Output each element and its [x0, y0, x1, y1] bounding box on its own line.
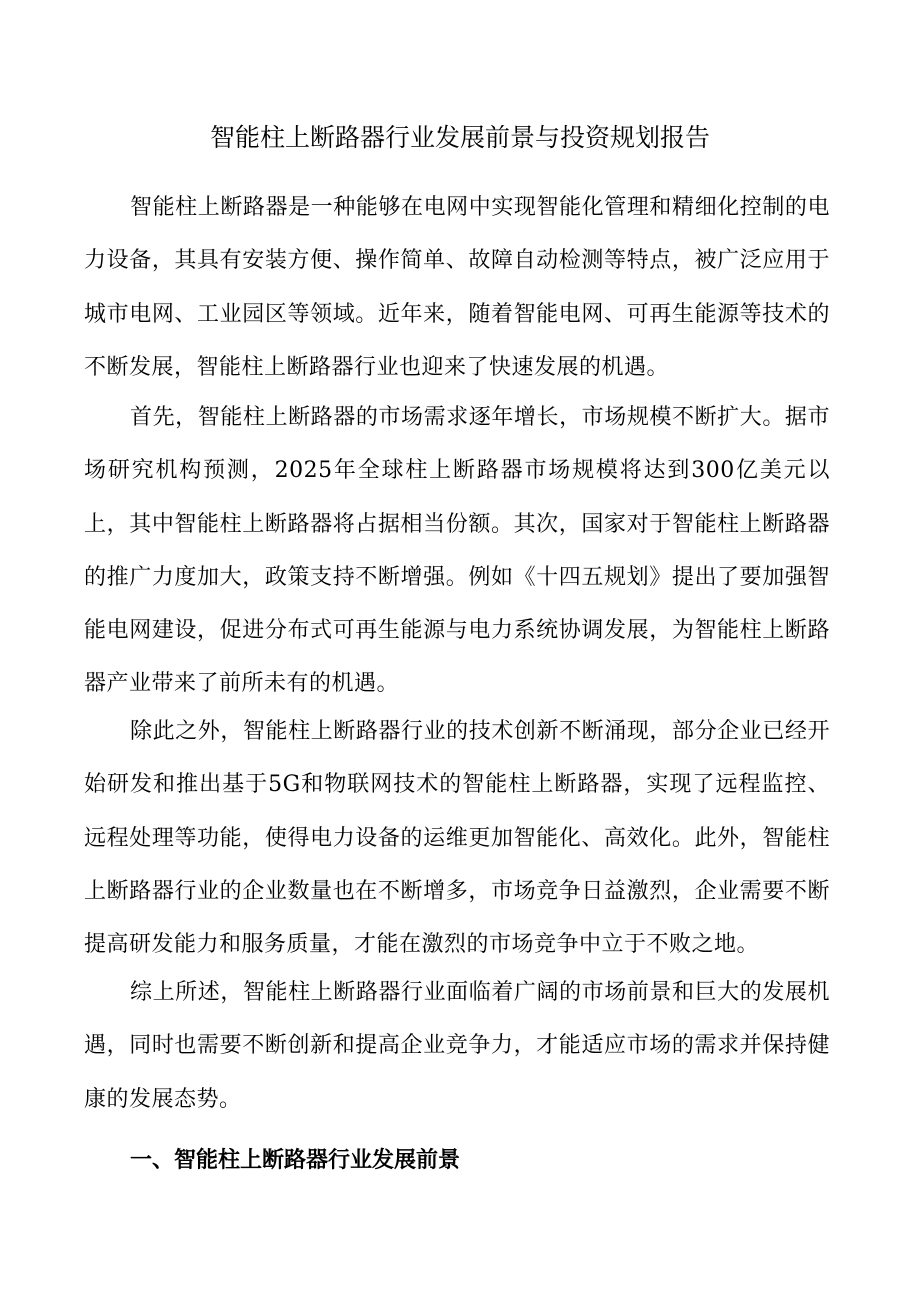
paragraph-market-demand: 首先，智能柱上断路器的市场需求逐年增长，市场规模不断扩大。据市场研究机构预测，2025年全球柱上断路器市场规模将达到300亿美元以上，其中智能柱上断路器将占据相当份额。其次，国家对于智能柱上断路器的推广力度加大，政策支持不断增强。例如《十四五规划》提出了要加强智能电网建设，促进分布式可再生能源与电力系统协调发展，为智能柱上断路器产业带来了前所未有的机遇。 [84, 405, 830, 697]
document-title: 智能柱上断路器行业发展前景与投资规划报告 [209, 123, 710, 152]
paragraph-summary: 综上所述，智能柱上断路器行业面临着广阔的市场前景和巨大的发展机遇，同时也需要不断创新和提高企业竞争力，才能适应市场的需求并保持健康的发展态势。 [84, 980, 830, 1112]
paragraph-technology-innovation: 除此之外，智能柱上断路器行业的技术创新不断涌现，部分企业已经开始研发和推出基于5G和物联网技术的智能柱上断路器，实现了远程监控、远程处理等功能，使得电力设备的运维更加智能化、高效化。此外，智能柱上断路器行业的企业数量也在不断增多，市场竞争日益激烈，企业需要不断提高研发能力和服务质量，才能在激烈的市场竞争中立于不败之地。 [84, 719, 830, 958]
section-heading: 一、智能柱上断路器行业发展前景 [130, 1148, 461, 1173]
paragraph-introduction: 智能柱上断路器是一种能够在电网中实现智能化管理和精细化控制的电力设备，其具有安装方便、操作简单、故障自动检测等特点，被广泛应用于城市电网、工业园区等领域。近年来，随着智能电网、可再生能源等技术的不断发展，智能柱上断路器行业也迎来了快速发展的机遇。 [84, 195, 830, 380]
